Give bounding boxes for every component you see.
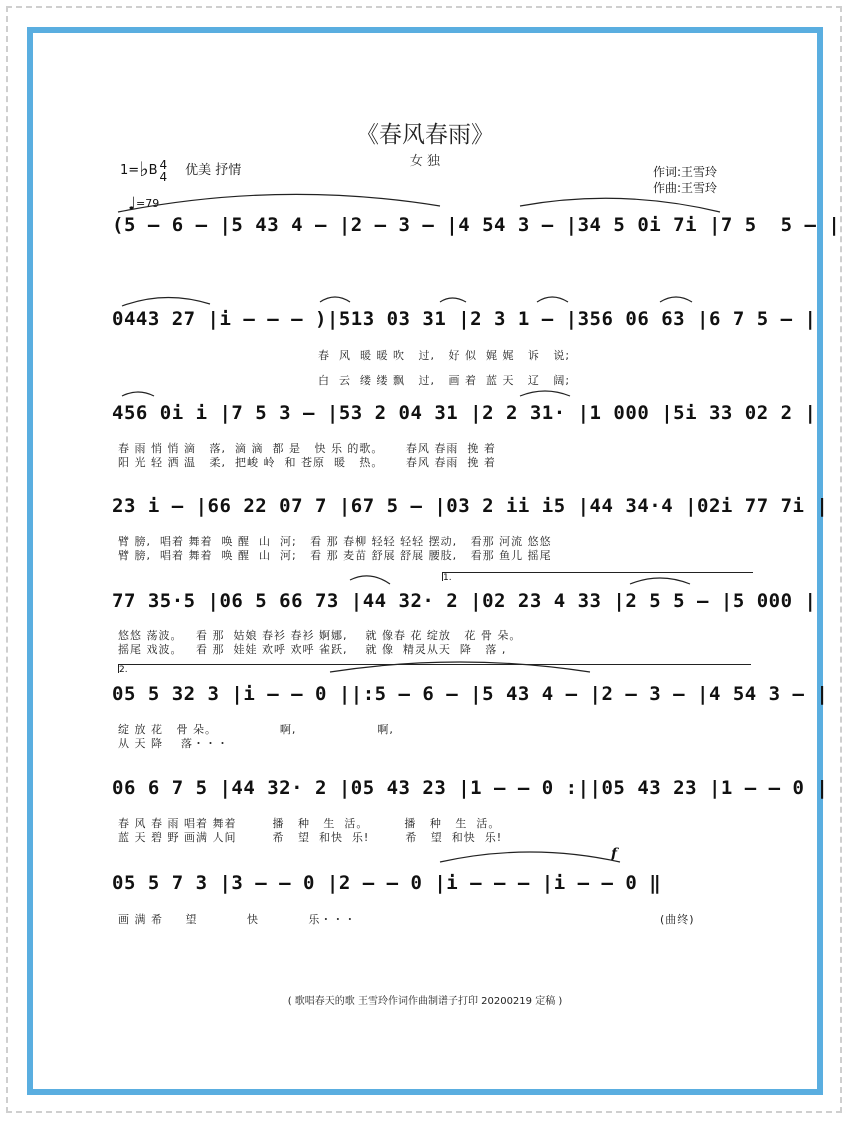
lyric-line-6a: 绽 放 花 骨 朵。 啊, 啊, xyxy=(118,723,394,736)
lyricist: 作词:王雪玲 xyxy=(653,165,718,179)
quarter-note-icon: ♩ xyxy=(128,194,137,214)
score-line-5: 77 35·5 |06 5 66 73 |44 32· 2 |02 23 4 33 |2 5 5 – |5 000 | xyxy=(112,590,817,612)
volta-2-label: 2. xyxy=(119,665,128,675)
score-line-1: (5 – 6 – |5 43 4 – |2 – 3 – |4 54 3 – |34 5 0i 7i |7 5 5 – | xyxy=(112,214,841,236)
time-beats: 4 xyxy=(159,157,168,172)
lyric-line-3a: 春 雨 悄 悄 滴 落, 滴 滴 都 是 快 乐 的歌。 春风 春雨 挽 着 xyxy=(118,442,496,455)
song-subtitle: 女 独 xyxy=(409,154,441,169)
lyric-line-2a: 春 风 暖 暖 吹 过, 好 似 娓 娓 诉 说; xyxy=(318,349,571,362)
lyric-line-3b: 阳 光 轻 洒 温 柔, 把峻 岭 和 苍原 暖 热。 春风 春雨 挽 着 xyxy=(118,456,496,469)
lyric-line-5a: 悠悠 荡波。 看 那 姑娘 春衫 春衫 婀娜, 就 像春 花 绽放 花 骨 朵。 xyxy=(118,629,522,642)
score-line-8: 05 5 7 3 |3 – – 0 |2 – – 0 |i – – – |i – – 0 ‖ xyxy=(112,872,662,894)
ending-mark: (曲终) xyxy=(660,913,695,926)
credits xyxy=(653,164,717,196)
tempo-marking xyxy=(128,192,159,212)
score-line-3: 456 0i i |7 5 3 – |53 2 04 31 |2 2 31· |1 000 |5i 33 02 2 | xyxy=(112,402,817,424)
footer-note: ( 歌唱春天的歌 王雪玲作词作曲制谱子打印 20200219 定稿 ) xyxy=(287,996,563,1007)
score-line-2: 0443 27 |i – – – )|513 03 31 |2 3 1 – |356 06 63 |6 7 5 – | xyxy=(112,308,817,330)
lyric-line-7b: 蓝 天 碧 野 画满 人间 希 望 和快 乐! 希 望 和快 乐! xyxy=(118,831,503,844)
tempo-value: =79 xyxy=(136,197,160,210)
lyric-line-8a: 画 满 希 望 快 乐・・・ xyxy=(118,913,357,926)
key-signature xyxy=(120,155,241,183)
forte-marking: f xyxy=(611,846,618,862)
score-line-7: 06 6 7 5 |44 32· 2 |05 43 23 |1 – – 0 :||05 43 23 |1 – – 0 | xyxy=(112,777,829,799)
lyric-line-2b: 白 云 缕 缕 飘 过, 画 着 蓝 天 辽 阔; xyxy=(318,374,571,387)
time-signature xyxy=(160,159,168,183)
song-title: 《春风春雨》 xyxy=(356,122,494,148)
lyric-line-5b: 摇尾 戏波。 看 那 娃娃 欢呼 欢呼 雀跃, 就 像 精灵从天 降 落 , xyxy=(118,643,507,656)
volta-1-label: 1. xyxy=(443,573,452,583)
key-note: B xyxy=(148,163,158,178)
score-line-4: 23 i – |66 22 07 7 |67 5 – |03 2 ii i5 |44 34·4 |02i 77 7i | xyxy=(112,495,829,517)
mood-text: 优美 抒情 xyxy=(185,163,242,178)
volta-2 xyxy=(118,664,751,673)
lyric-line-4b: 臂 膀, 唱着 舞着 唤 醒 山 河; 看 那 麦苗 舒展 舒展 腰肢, 看那 鱼儿 摇尾 xyxy=(118,549,552,562)
key-prefix: 1= xyxy=(120,163,140,178)
lyric-line-7a: 春 风 春 雨 唱着 舞着 播 种 生 活。 播 种 生 活。 xyxy=(118,817,501,830)
lyric-line-6b: 从 天 降 落・・・ xyxy=(118,737,229,750)
flat-icon: ♭ xyxy=(139,157,149,181)
composer: 作曲:王雪玲 xyxy=(653,181,718,195)
score-line-6: 05 5 32 3 |i – – 0 ||:5 – 6 – |5 43 4 – |2 – 3 – |4 54 3 – | xyxy=(112,683,829,705)
time-unit: 4 xyxy=(159,169,168,184)
lyric-line-4a: 臂 膀, 唱着 舞着 唤 醒 山 河; 看 那 春柳 轻轻 轻轻 摆动, 看那 河流 悠悠 xyxy=(118,535,552,548)
volta-1 xyxy=(442,572,753,581)
